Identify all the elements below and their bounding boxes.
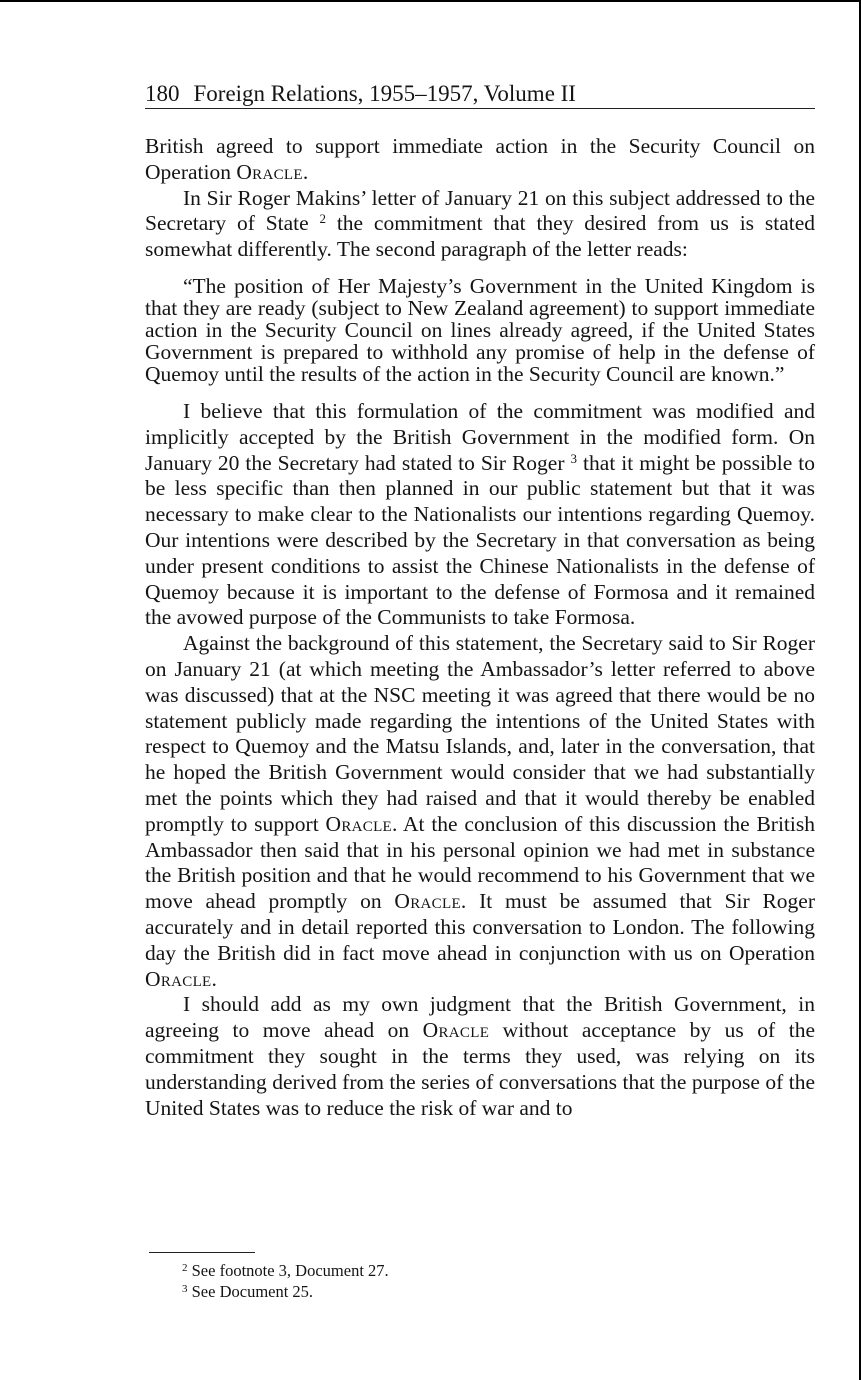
text-run: I should add as my own judgment that the British Government, in agreeing to move ahead on — [145, 992, 815, 1043]
text-run: . — [302, 159, 309, 184]
operation-name: Oracle — [145, 966, 212, 991]
text-run: I believe that this formulation of the commitment was modified and implicitly accepted by the British Government in the modified form. On January 20 the Secretary had stated to Sir Roger — [145, 398, 815, 475]
text-run: . It must be assumed that Sir Roger accurately and in detail reported this conversation to London. The following day the British did in fact move ahead in conjunction with us on Operation — [145, 889, 815, 965]
text-run: . — [211, 966, 217, 991]
footnote — [182, 1260, 389, 1281]
footnote-ref: 3 — [570, 450, 578, 466]
text-run: . At the conclusion of this discussion the British Ambassador then said that in his personal opinion we had met in substance the British position and that he would recommend to his Government that we move ahead promptly on — [145, 811, 815, 914]
paragraph — [145, 134, 815, 186]
footnote-mark: 3 — [182, 1283, 188, 1295]
text-run: British agreed to support immediate action in the Security Council on Operation — [145, 134, 815, 184]
text-run: that it might be possible to be less specific than then planned in our public statement but that it was necessary to make clear to the Nationalists our intentions regarding Quemoy. Our intentions were described by the Secretary in that conversation as being under present conditions to assist the Chinese Nationalists in the defense of Quemoy because it is important to the defense of Formosa and it remained the avowed purpose of the Communists to take Formosa. — [145, 450, 815, 630]
paragraph — [145, 992, 815, 1121]
footnote-text: See footnote 3, Document 27. — [187, 1261, 389, 1280]
footnote-mark: 2 — [182, 1262, 188, 1274]
operation-name: Oracle — [422, 1018, 490, 1043]
text-run: without acceptance by us of the commitment they sought in the terms they used, was relying on its understanding derived from the series of conversations that the purpose of the United States was to reduce the risk of war and to — [145, 1018, 815, 1120]
volume-title: Foreign Relations, 1955–1957, Volume II — [193, 81, 576, 106]
body-text — [145, 134, 815, 1121]
footnote-divider — [149, 1252, 255, 1253]
paragraph — [145, 631, 815, 992]
text-run: the commitment that they desired from us is stated somewhat differently. The second paragraph of the letter reads: — [145, 211, 815, 262]
text-run: Against the background of this statement, the Secretary said to Sir Roger on January 21 (at which meeting the Ambassador’s letter referred to above was discussed) that at the NSC meeting it was agreed that there would be no statement publicly made regarding the intentions of the United States with respect to Quemoy and the Matsu Islands, and, later in the conversation, that he hoped the British Government would consider that we had substantially met the points which they had raised and that it would thereby be enabled promptly to support — [145, 631, 815, 836]
footnote — [182, 1281, 389, 1302]
paragraph — [145, 186, 815, 263]
block-quote: “The position of Her Majesty’s Government in the United Kingdom is that they are ready (subject to New Zealand agreement) to support immediate action in the Security Council on lines already agreed, if the United States Government is prepared to withhold any promise of help in the defense of Quemoy until the results of the action in the Security Council are known.” — [145, 273, 815, 386]
paragraph — [145, 399, 815, 631]
footnote-ref: 2 — [319, 211, 327, 227]
operation-name: Oracle — [394, 889, 461, 914]
footnote-text: See Document 25. — [187, 1282, 314, 1301]
operation-name: Oracle — [325, 811, 392, 836]
running-header — [145, 80, 815, 109]
footnotes — [182, 1260, 389, 1302]
operation-name: Oracle — [236, 159, 303, 184]
page-number: 180 — [145, 81, 180, 106]
text-run: In Sir Roger Makins’ letter of January 21 on this subject addressed to the Secretary of State — [145, 185, 815, 236]
